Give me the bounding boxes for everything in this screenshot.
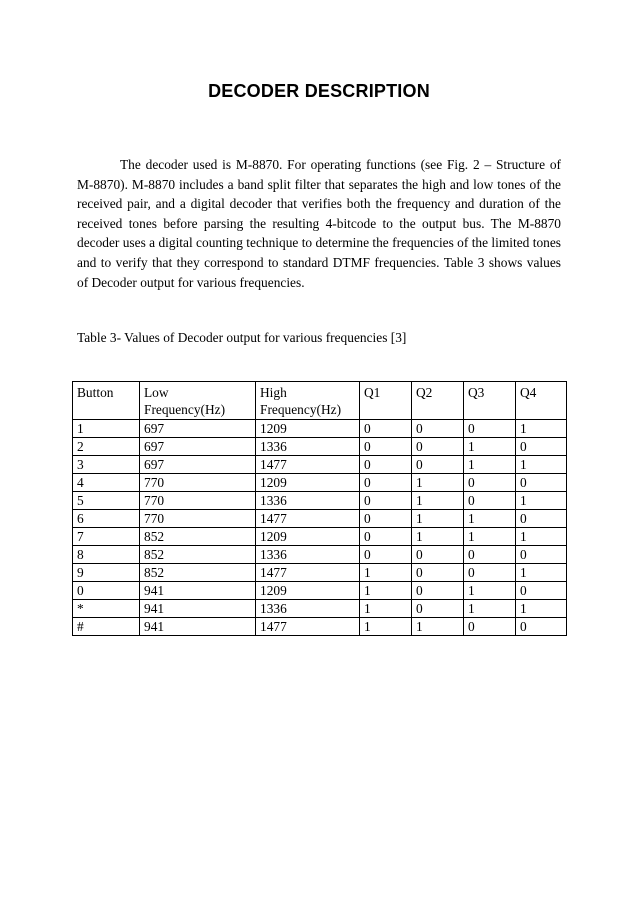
cell-q2: 0 (412, 456, 464, 474)
header-q4: Q4 (516, 382, 567, 420)
cell-button: 1 (73, 420, 140, 438)
table-row (73, 420, 567, 438)
cell-low-frequency: 770 (140, 474, 256, 492)
cell-q1: 1 (360, 582, 412, 600)
cell-q3: 1 (464, 582, 516, 600)
cell-high-frequency: 1209 (256, 528, 360, 546)
cell-q1: 0 (360, 438, 412, 456)
cell-low-frequency: 697 (140, 420, 256, 438)
cell-q2: 0 (412, 546, 464, 564)
table-row (73, 456, 567, 474)
cell-high-frequency: 1477 (256, 564, 360, 582)
cell-q4: 0 (516, 582, 567, 600)
cell-q3: 0 (464, 546, 516, 564)
header-high-frequency: High Frequency(Hz) (256, 382, 360, 420)
cell-high-frequency: 1477 (256, 456, 360, 474)
cell-q1: 0 (360, 510, 412, 528)
table-row (73, 510, 567, 528)
cell-high-frequency: 1209 (256, 582, 360, 600)
cell-high-frequency: 1336 (256, 438, 360, 456)
cell-q4: 0 (516, 438, 567, 456)
cell-q1: 0 (360, 528, 412, 546)
cell-q3: 0 (464, 492, 516, 510)
cell-high-frequency: 1477 (256, 510, 360, 528)
cell-q4: 0 (516, 618, 567, 636)
cell-q1: 0 (360, 420, 412, 438)
table-caption: Table 3- Values of Decoder output for various frequencies [3] (77, 330, 407, 345)
cell-high-frequency: 1477 (256, 618, 360, 636)
cell-high-frequency: 1336 (256, 600, 360, 618)
cell-low-frequency: 941 (140, 618, 256, 636)
header-q3: Q3 (464, 382, 516, 420)
cell-q4: 1 (516, 528, 567, 546)
cell-q2: 1 (412, 492, 464, 510)
cell-button: 8 (73, 546, 140, 564)
cell-q1: 0 (360, 546, 412, 564)
cell-button: 0 (73, 582, 140, 600)
cell-q2: 0 (412, 420, 464, 438)
cell-q4: 0 (516, 546, 567, 564)
table-row (73, 546, 567, 564)
cell-low-frequency: 852 (140, 528, 256, 546)
cell-high-frequency: 1209 (256, 420, 360, 438)
cell-button: 9 (73, 564, 140, 582)
table-row (73, 582, 567, 600)
cell-q4: 1 (516, 420, 567, 438)
cell-button: 5 (73, 492, 140, 510)
cell-high-frequency: 1336 (256, 546, 360, 564)
header-q2: Q2 (412, 382, 464, 420)
cell-high-frequency: 1209 (256, 474, 360, 492)
cell-q4: 1 (516, 456, 567, 474)
cell-q1: 1 (360, 600, 412, 618)
cell-q3: 0 (464, 564, 516, 582)
cell-low-frequency: 941 (140, 582, 256, 600)
table-row (73, 438, 567, 456)
header-button: Button (73, 382, 140, 420)
cell-button: * (73, 600, 140, 618)
table-header-row (73, 382, 567, 420)
table-row (73, 528, 567, 546)
cell-low-frequency: 852 (140, 564, 256, 582)
cell-q2: 1 (412, 618, 464, 636)
cell-q3: 1 (464, 510, 516, 528)
cell-q1: 0 (360, 456, 412, 474)
header-low-frequency: Low Frequency(Hz) (140, 382, 256, 420)
cell-high-frequency: 1336 (256, 492, 360, 510)
header-q1: Q1 (360, 382, 412, 420)
cell-button: 7 (73, 528, 140, 546)
cell-low-frequency: 852 (140, 546, 256, 564)
cell-button: # (73, 618, 140, 636)
cell-low-frequency: 697 (140, 438, 256, 456)
intro-paragraph: The decoder used is M-8870. For operating functions (see Fig. 2 – Structure of M-8870). M-8870 includes a band split filter that separates the high and low tones of the received pair, and a digital decoder that verifies both the frequency and duration of the received tones before parsing the resulting 4-bitcode to the output bus. The M-8870 decoder uses a digital counting technique to determine the frequencies of the limited tones and to verify that they correspond to standard DTMF frequencies. Table 3 shows values of Decoder output for various frequencies. (77, 157, 561, 290)
table-body (73, 420, 567, 636)
cell-q2: 0 (412, 438, 464, 456)
cell-q1: 1 (360, 564, 412, 582)
cell-low-frequency: 770 (140, 492, 256, 510)
table-row (73, 564, 567, 582)
cell-q2: 1 (412, 510, 464, 528)
cell-q2: 0 (412, 564, 464, 582)
cell-button: 4 (73, 474, 140, 492)
page-title: DECODER DESCRIPTION (208, 81, 430, 101)
cell-q2: 0 (412, 600, 464, 618)
cell-q3: 1 (464, 438, 516, 456)
cell-q1: 0 (360, 492, 412, 510)
cell-low-frequency: 770 (140, 510, 256, 528)
cell-q3: 0 (464, 420, 516, 438)
cell-q3: 1 (464, 456, 516, 474)
cell-low-frequency: 941 (140, 600, 256, 618)
table-row (73, 618, 567, 636)
cell-button: 2 (73, 438, 140, 456)
cell-q1: 0 (360, 474, 412, 492)
table-row (73, 492, 567, 510)
cell-button: 3 (73, 456, 140, 474)
decoder-output-table (72, 381, 567, 636)
cell-q4: 1 (516, 492, 567, 510)
cell-q3: 0 (464, 474, 516, 492)
cell-button: 6 (73, 510, 140, 528)
cell-q3: 1 (464, 600, 516, 618)
cell-q4: 0 (516, 510, 567, 528)
table-row (73, 474, 567, 492)
cell-q3: 0 (464, 618, 516, 636)
cell-q2: 1 (412, 528, 464, 546)
cell-q1: 1 (360, 618, 412, 636)
cell-low-frequency: 697 (140, 456, 256, 474)
cell-q2: 1 (412, 474, 464, 492)
table-row (73, 600, 567, 618)
cell-q2: 0 (412, 582, 464, 600)
cell-q4: 1 (516, 600, 567, 618)
cell-q4: 0 (516, 474, 567, 492)
cell-q4: 1 (516, 564, 567, 582)
cell-q3: 1 (464, 528, 516, 546)
